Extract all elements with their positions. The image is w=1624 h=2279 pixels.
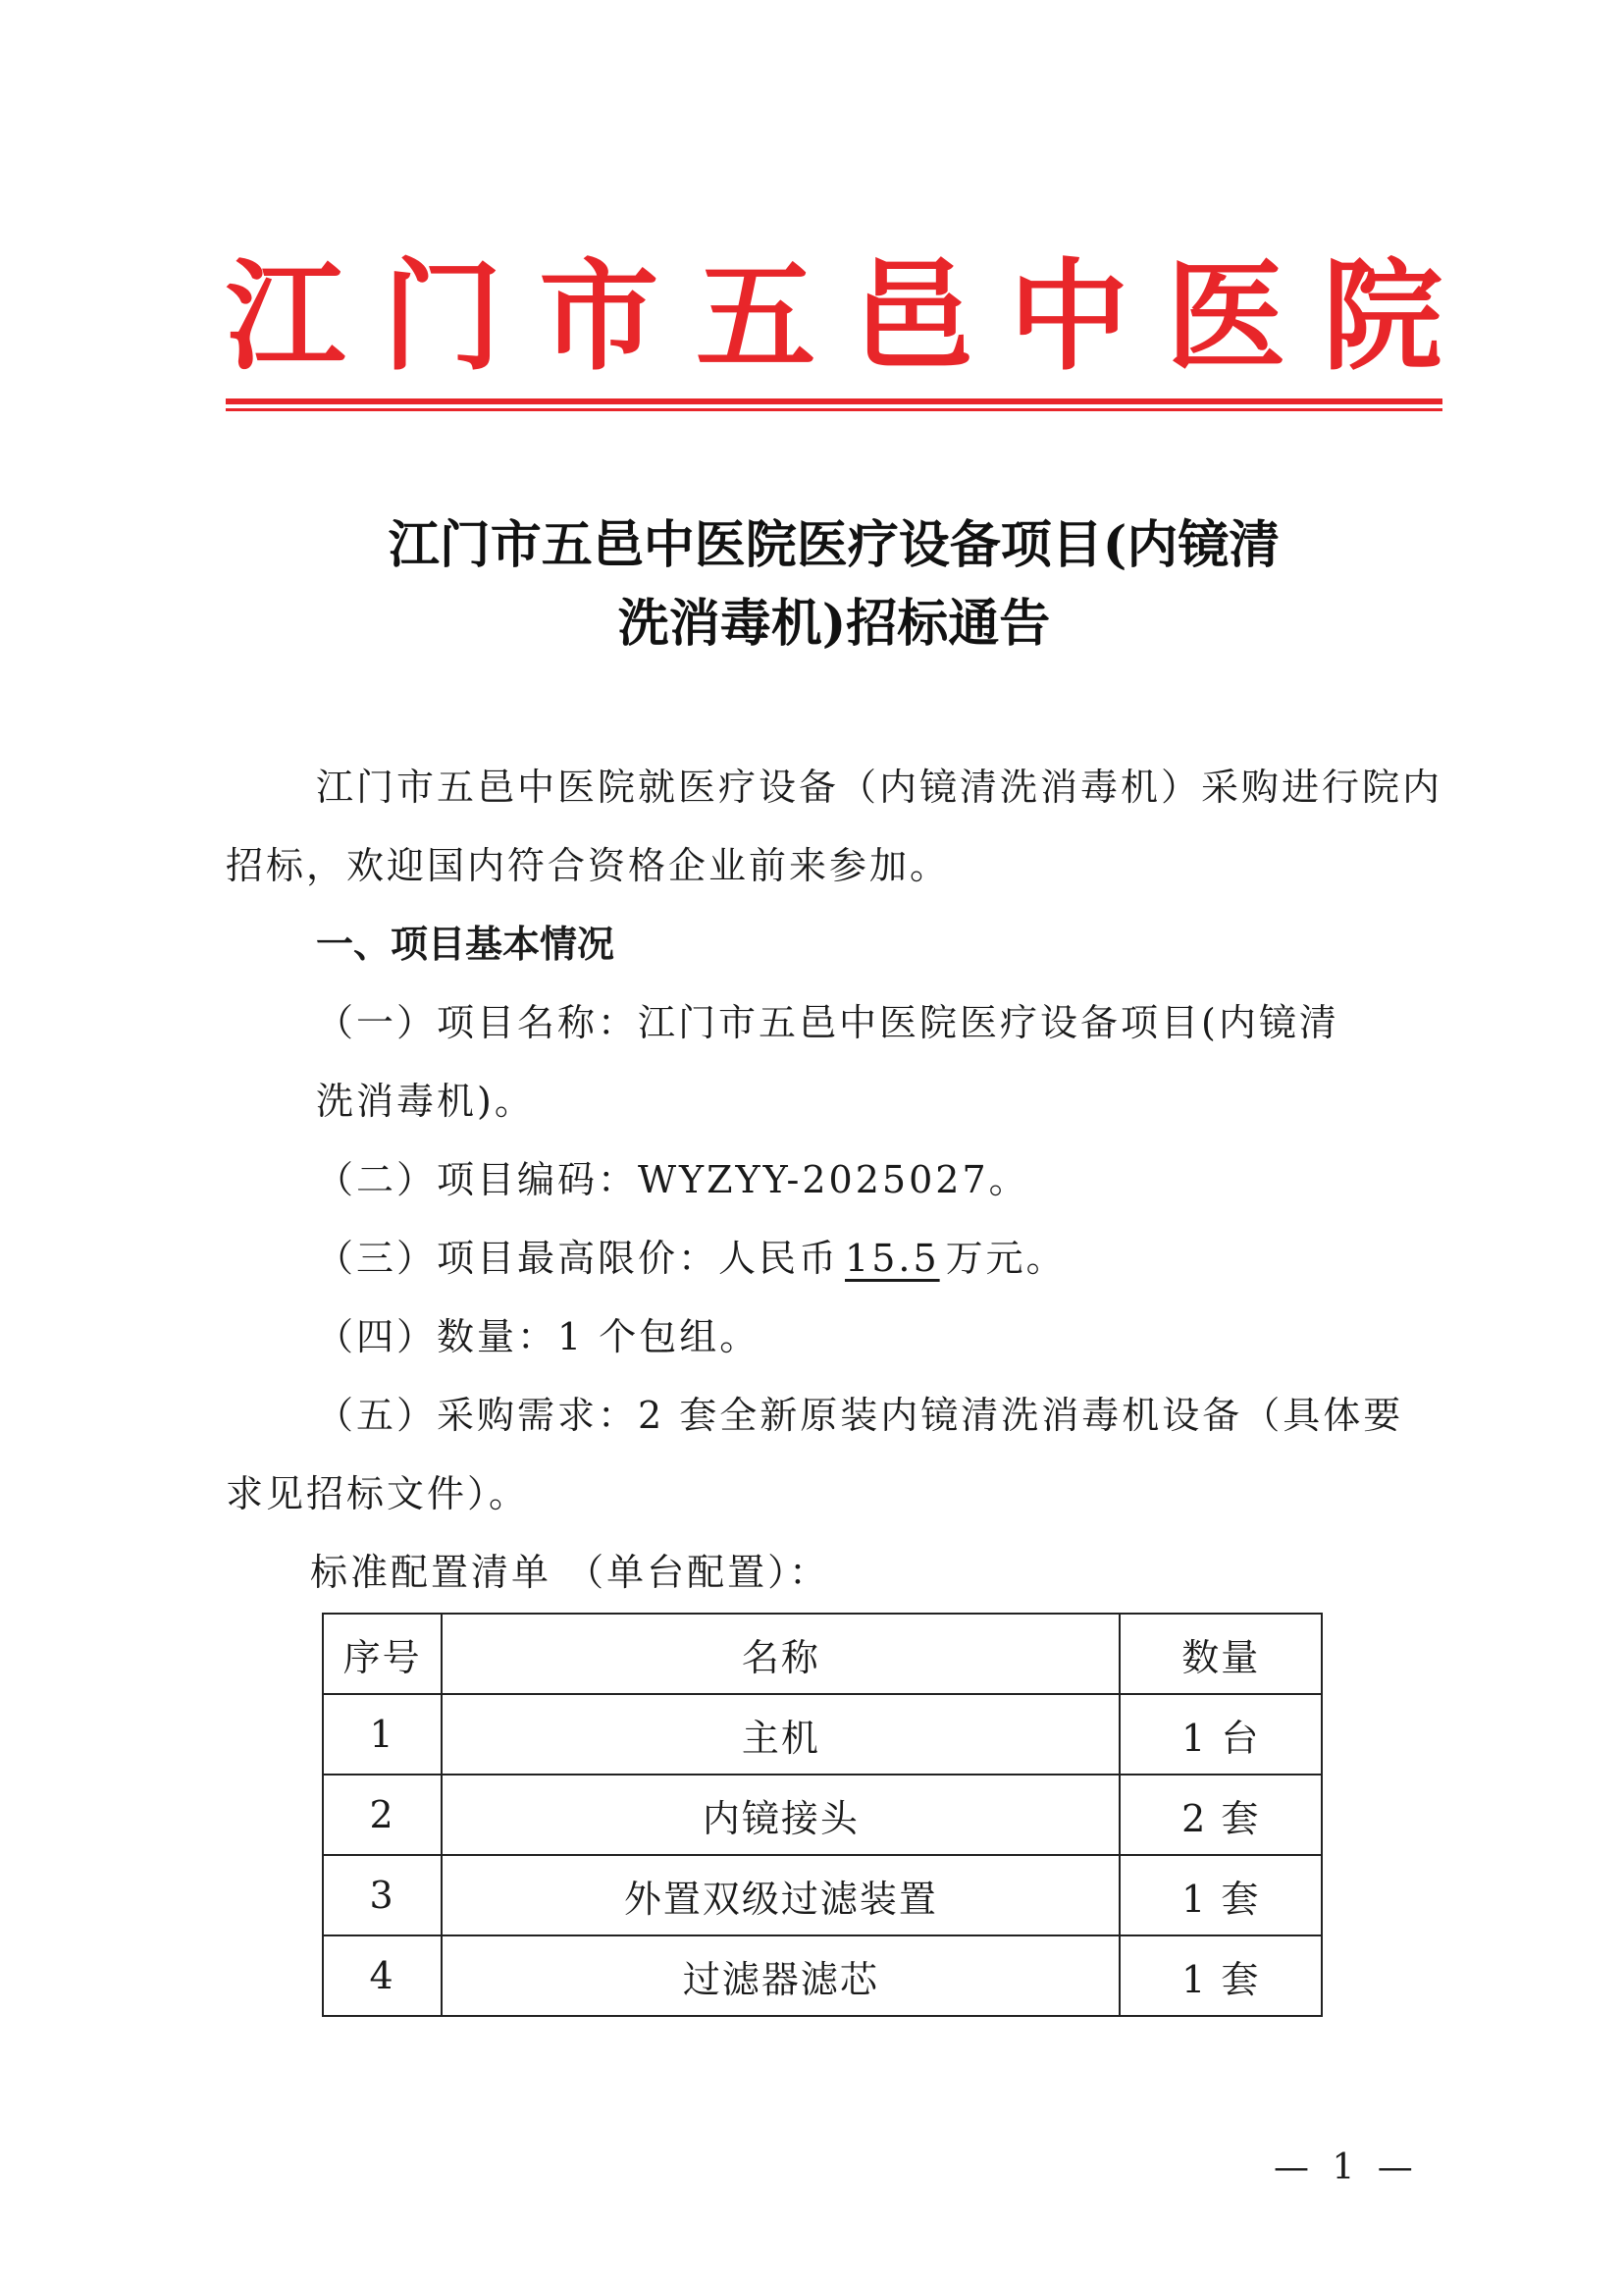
header-quantity: 数量 (1120, 1614, 1322, 1694)
max-price-suffix: 万元。 (945, 1237, 1067, 1280)
max-price-prefix: （三）项目最高限价：人民币 (316, 1237, 840, 1280)
cell-quantity: 1 台 (1120, 1694, 1322, 1775)
cell-name: 过滤器滤芯 (442, 1935, 1120, 2016)
table-header-row (323, 1614, 1322, 1694)
cell-index: 4 (323, 1935, 442, 2016)
table-caption: 标准配置清单 （单台配置）： (310, 1551, 830, 1594)
cell-index: 1 (323, 1694, 442, 1775)
item-requirements: （五）采购需求：2 套全新原装内镜清洗消毒机设备（具体要求见招标文件）。 (226, 1394, 1404, 1515)
item-project-code: （二）项目编码：WYZYY-2025027。 (316, 1158, 1029, 1201)
letterhead-char: 市 (539, 247, 659, 387)
config-table (322, 1613, 1323, 2017)
section-heading: 一、项目基本情况 (316, 923, 615, 966)
item-project-name-cont: 洗消毒机)。 (316, 1080, 535, 1123)
letterhead-char: 邑 (852, 247, 972, 387)
item-project-name: （一）项目名称：江门市五邑中医院医疗设备项目(内镜清 (316, 1001, 1339, 1044)
title-line-2: 洗消毒机)招标通告 (617, 594, 1051, 654)
letterhead-char: 五 (696, 247, 816, 387)
letterhead-char: 江 (226, 247, 345, 387)
letterhead (226, 243, 1442, 391)
cell-quantity: 1 套 (1120, 1855, 1322, 1935)
intro-paragraph: 江门市五邑中医院就医疗设备（内镜清洗消毒机）采购进行院内招标，欢迎国内符合资格企业前来参加。 (226, 766, 1443, 887)
table-row (323, 1855, 1322, 1935)
letterhead-char: 门 (382, 247, 502, 387)
letterhead-char: 院 (1322, 247, 1442, 387)
letterhead-char: 医 (1166, 247, 1286, 387)
item-max-price (316, 1219, 1067, 1298)
title-line-1: 江门市五邑中医院医疗设备项目(内镜清 (388, 515, 1281, 575)
letterhead-char: 中 (1009, 247, 1129, 387)
table-row (323, 1775, 1322, 1855)
table-row (323, 1694, 1322, 1775)
page-number: — 1 — (1274, 2147, 1419, 2188)
letterhead-divider (226, 398, 1442, 404)
item-quantity: （四）数量：1 个包组。 (316, 1315, 760, 1358)
cell-name: 主机 (442, 1694, 1120, 1775)
cell-name: 外置双级过滤装置 (442, 1855, 1120, 1935)
cell-index: 3 (323, 1855, 442, 1935)
cell-name: 内镜接头 (442, 1775, 1120, 1855)
table-row (323, 1935, 1322, 2016)
cell-quantity: 2 套 (1120, 1775, 1322, 1855)
letterhead-divider-thin (226, 408, 1442, 411)
document-title (226, 506, 1442, 663)
cell-quantity: 1 套 (1120, 1935, 1322, 2016)
header-index: 序号 (323, 1614, 442, 1694)
max-price-amount: 15.5 (845, 1237, 940, 1280)
cell-index: 2 (323, 1775, 442, 1855)
header-name: 名称 (442, 1614, 1120, 1694)
